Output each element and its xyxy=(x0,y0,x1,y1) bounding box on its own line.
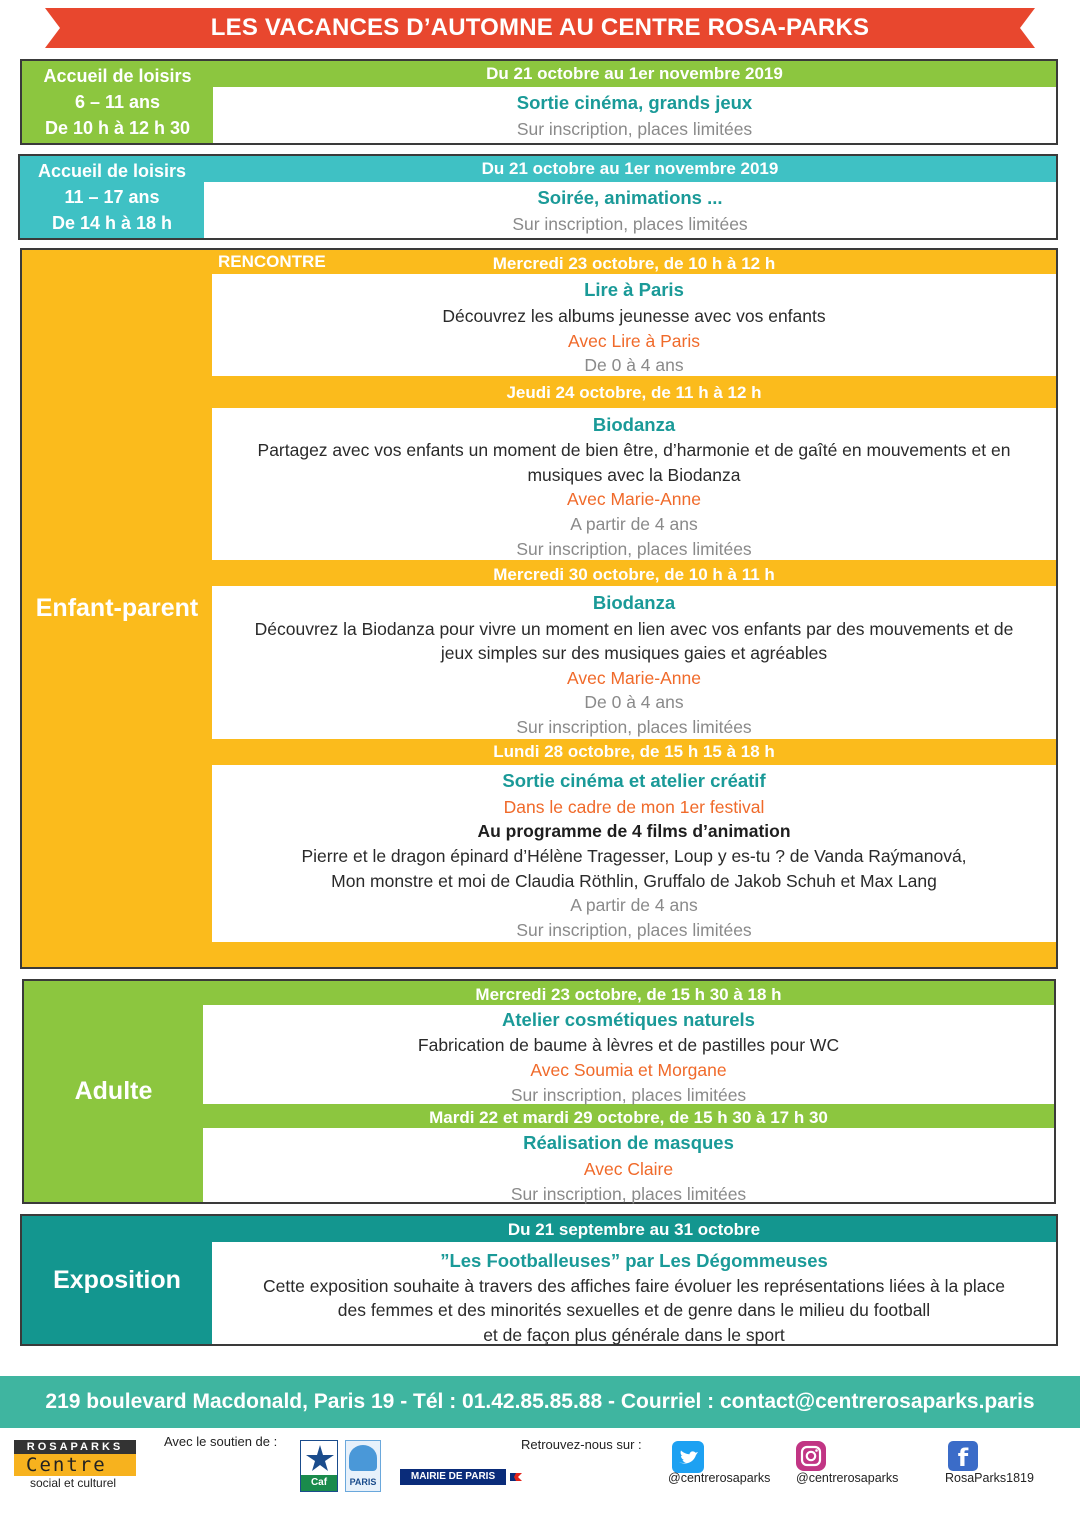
event-title: Biodanza xyxy=(592,592,676,613)
event-host: Avec Lire à Paris xyxy=(568,331,700,351)
event-description: des femmes et des minorités sexuelles et de genre dans le milieu du football xyxy=(337,1300,931,1320)
adulte-section xyxy=(22,979,1056,1204)
label-line: De 10 h à 12 h 30 xyxy=(44,118,191,138)
event-description: Découvrez la Biodanza pour vivre un moment en lien avec vos enfants par des mouvements et de xyxy=(254,619,1014,639)
event-host: Avec Marie-Anne xyxy=(567,489,701,509)
support-label: Avec le soutien de : xyxy=(164,1434,278,1449)
title-banner xyxy=(45,8,1035,48)
event-date-bar: Jeudi 24 octobre, de 11 h à 12 h xyxy=(506,383,762,402)
event-films: Pierre et le dragon épinard d’Hélène Tragesser, Loup y es-tu ? de Vanda Raýmanová, xyxy=(301,846,967,866)
mairie-de-paris-logo xyxy=(400,1469,524,1485)
event-description: et de façon plus générale dans le sport xyxy=(483,1325,785,1345)
logo-bottom: social et culturel xyxy=(30,1476,117,1490)
event-age: A partir de 4 ans xyxy=(570,514,698,534)
logo-top: ROSAPARKS xyxy=(14,1440,136,1454)
event-description: Cette exposition souhaite à travers des affiches faire évoluer les représentations liées à la place xyxy=(263,1276,1005,1296)
event-age: A partir de 4 ans xyxy=(570,895,698,915)
exposition-section xyxy=(20,1214,1058,1346)
enfant-parent-section xyxy=(20,248,1058,969)
event-host: Avec Soumia et Morgane xyxy=(530,1060,727,1080)
date-bar: Du 21 octobre au 1er novembre 2019 xyxy=(204,156,1056,182)
star-icon xyxy=(302,1443,338,1473)
label-line: 6 – 11 ans xyxy=(74,92,161,112)
registration-note: Sur inscription, places limitées xyxy=(510,1184,747,1204)
event-title: Biodanza xyxy=(592,414,676,435)
event-title: Réalisation de masques xyxy=(523,1132,734,1153)
accueil-11-17-label xyxy=(20,156,204,238)
event-description: jeux simples sur des musiques gaies et agréables xyxy=(440,643,828,663)
accueil-6-11-label xyxy=(22,61,213,143)
registration-note: Sur inscription, places limitées xyxy=(510,1085,747,1105)
activity-title: Soirée, animations ... xyxy=(537,187,723,208)
event-date-bar: Mardi 22 et mardi 29 octobre, de 15 h 30 à 17 h 30 xyxy=(429,1108,828,1127)
camera-icon xyxy=(796,1441,826,1471)
event-description: musiques avec la Biodanza xyxy=(527,465,741,485)
paris-badge xyxy=(345,1440,381,1492)
caf-label: Caf xyxy=(301,1475,337,1491)
event-date-bar: Mercredi 23 octobre, de 10 h à 12 h xyxy=(492,254,776,273)
find-us-label: Retrouvez-nous sur : xyxy=(521,1437,642,1452)
event-date-bar: Mercredi 23 octobre, de 15 h 30 à 18 h xyxy=(475,985,782,1004)
facebook-handle[interactable]: RosaParks1819 xyxy=(945,1471,1034,1485)
event-date-bar: Mercredi 30 octobre, de 10 h à 11 h xyxy=(493,565,775,584)
adulte-label: Adulte xyxy=(74,1077,153,1105)
label-line: Accueil de loisirs xyxy=(43,66,192,86)
registration-note: Sur inscription, places limitées xyxy=(512,214,748,234)
registration-note: Sur inscription, places limitées xyxy=(516,920,752,940)
accueil-11-17-section xyxy=(18,154,1058,240)
paris-badge-top xyxy=(349,1445,377,1471)
contact-band: 219 boulevard Macdonald, Paris 19 - Tél : 01.42.85.85.88 - Courriel : contact@centrerosaparks.paris xyxy=(0,1376,1080,1428)
enfant-parent-label: Enfant-parent xyxy=(35,594,199,622)
event-description: Découvrez les albums jeunesse avec vos enfants xyxy=(442,306,826,326)
event-title: ”Les Footballeuses” par Les Dégommeuses xyxy=(440,1250,828,1271)
registration-note: Sur inscription, places limitées xyxy=(516,539,752,559)
date-bar: Du 21 octobre au 1er novembre 2019 xyxy=(213,61,1056,87)
event-description: Partagez avec vos enfants un moment de bien être, d’harmonie et de gaîté en mouvements et en xyxy=(257,440,1011,460)
bird-icon xyxy=(672,1441,704,1473)
event-description: Fabrication de baume à lèvres et de pastilles pour WC xyxy=(417,1035,840,1055)
logo-mid: Centre xyxy=(26,1454,107,1476)
registration-note: Sur inscription, places limitées xyxy=(516,119,753,139)
label-line: Accueil de loisirs xyxy=(37,161,187,181)
event-host: Avec Claire xyxy=(583,1159,674,1179)
facebook-icon[interactable]: f xyxy=(948,1441,978,1471)
event-host: Avec Marie-Anne xyxy=(567,668,701,688)
instagram-handle[interactable]: @centrerosaparks xyxy=(796,1471,899,1485)
event-films: Mon monstre et moi de Claudia Röthlin, Gruffalo de Jakob Schuh et Max Lang xyxy=(331,871,937,891)
rosa-parks-logo xyxy=(12,1440,138,1492)
page-title: LES VACANCES D’AUTOMNE AU CENTRE ROSA-PARKS xyxy=(210,14,870,41)
exposition-label: Exposition xyxy=(53,1265,181,1294)
event-program: Au programme de 4 films d’animation xyxy=(477,821,791,841)
event-title: Sortie cinéma et atelier créatif xyxy=(502,770,766,791)
event-date-bar: Du 21 septembre au 31 octobre xyxy=(507,1220,761,1239)
accueil-6-11-section xyxy=(20,59,1058,145)
label-line: De 14 h à 18 h xyxy=(51,213,173,233)
activity-title: Sortie cinéma, grands jeux xyxy=(516,92,753,113)
registration-note: Sur inscription, places limitées xyxy=(516,717,752,737)
event-date-bar: Lundi 28 octobre, de 15 h 15 à 18 h xyxy=(493,742,775,761)
label-line: 11 – 17 ans xyxy=(64,187,160,207)
event-age: De 0 à 4 ans xyxy=(584,355,684,375)
event-title: Lire à Paris xyxy=(584,279,684,300)
caf-logo xyxy=(300,1440,338,1492)
twitter-icon[interactable] xyxy=(672,1441,704,1473)
twitter-handle[interactable]: @centrerosaparks xyxy=(668,1471,771,1485)
paris-badge-label: PARIS xyxy=(349,1477,377,1487)
instagram-icon[interactable] xyxy=(796,1441,826,1471)
event-age: De 0 à 4 ans xyxy=(584,692,684,712)
rencontre-tag: RENCONTRE xyxy=(218,252,326,271)
mairie-label: MAIRIE DE PARIS xyxy=(400,1469,506,1485)
event-festival: Dans le cadre de mon 1er festival xyxy=(503,797,765,817)
tricolor-icon xyxy=(508,1469,524,1485)
event-title: Atelier cosmétiques naturels xyxy=(502,1009,755,1030)
